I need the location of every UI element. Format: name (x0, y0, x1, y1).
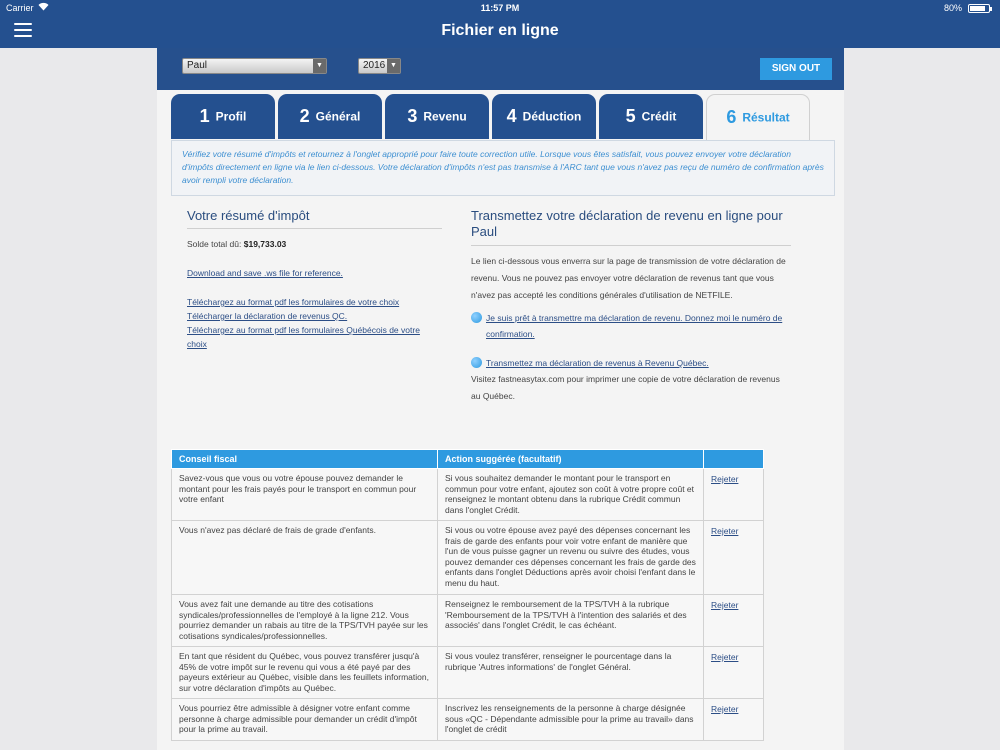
tab-label: Général (315, 109, 361, 124)
tab-label: Profil (215, 109, 247, 124)
download-pdf-forms-link[interactable]: Téléchargez au format pdf les formulaires de votre choix (187, 297, 400, 307)
transmit-intro: Le lien ci-dessous vous enverra sur la page de transmission de votre déclaration de revenu. Vous ne pouvez pas envoyer votre déclaration de revenus tant que vous n'avez pas accepté les conditions générales d'utilisation de NETFILE. (471, 256, 786, 300)
page-title: Fichier en ligne (441, 22, 559, 39)
person-select[interactable] (182, 58, 327, 74)
tax-advice-table (171, 449, 763, 741)
reject-link[interactable]: Rejeter (711, 704, 739, 714)
app-header (0, 0, 1000, 48)
tab-label: Déduction (522, 109, 582, 124)
tab-number: 2 (299, 106, 310, 127)
reject-link[interactable]: Rejeter (711, 474, 739, 484)
reject-link[interactable]: Rejeter (711, 652, 739, 662)
reject-link[interactable]: Rejeter (711, 526, 739, 536)
tab-revenu[interactable] (385, 94, 489, 139)
action-cell: Si vous voulez transférer, renseigner le pourcentage dans la rubrique 'Autres informations' de l'onglet Général. (438, 647, 704, 699)
chevron-down-icon: ▼ (313, 59, 326, 73)
main-content (157, 48, 844, 750)
person-select-value: Paul (187, 60, 208, 71)
summary-heading: Votre résumé d'impôt (187, 208, 442, 229)
chevron-down-icon: ▼ (387, 59, 400, 73)
balance-value: $19,733.03 (243, 239, 287, 249)
reject-link[interactable]: Rejeter (711, 600, 739, 610)
action-cell: Renseignez le remboursement de la TPS/TVH à la rubrique 'Remboursement de la TPS/TVH à l'intention des salariés et des associés' dans l'onglet Crédit, le cas échéant. (438, 595, 704, 647)
tip-cell: Vous pourriez être admissible à désigner votre enfant comme personne à charge admissible pour demander un crédit d'impôt pour la prime au travail. (172, 699, 438, 741)
download-qc-pdf-forms-link[interactable]: Téléchargez au format pdf les formulaires Québécois de votre choix (187, 325, 420, 349)
table-row (172, 595, 764, 647)
selector-bar (157, 48, 844, 90)
info-notice: Vérifiez votre résumé d'impôts et retournez à l'onglet approprié pour faire toute correction utile. Lorsque vous êtes satisfait, vous pouvez envoyer votre déclaration d'impôts directement en ligne via le lien ci-dessous. Votre déclaration d'impôts n'est pas transmise à l'ARC tant que vous n'avez pas reçu de numéro de confirmation après avoir rempli votre déclaration. (171, 140, 835, 196)
transmit-panel (471, 208, 791, 405)
tax-summary-panel (187, 208, 442, 351)
tab-label: Revenu (423, 109, 467, 124)
status-bar (0, 0, 1000, 16)
table-row (172, 647, 764, 699)
tab-credit[interactable] (599, 94, 703, 139)
download-qc-return-link[interactable]: Télécharger la déclaration de revenus QC. (187, 311, 348, 321)
carrier-label: Carrier (6, 3, 34, 13)
tab-general[interactable] (278, 94, 382, 139)
tab-label: Crédit (641, 109, 677, 124)
table-row (172, 521, 764, 595)
tab-number: 5 (625, 106, 636, 127)
column-header: Conseil fiscal (172, 450, 438, 469)
action-cell: Inscrivez les renseignements de la personne à charge désignée sous «QC - Dépendante admissible pour la prime au travail» dans l'onglet de crédit (438, 699, 704, 741)
radio-bullet-icon (471, 357, 482, 368)
balance-label: Solde total dû: (187, 239, 242, 249)
table-row (172, 469, 764, 521)
balance-due (187, 239, 442, 249)
tab-label: Résultat (742, 110, 790, 125)
year-select-value: 2016 (363, 60, 386, 71)
radio-bullet-icon (471, 312, 482, 323)
tab-number: 4 (506, 106, 517, 127)
clock: 11:57 PM (480, 3, 520, 13)
netfile-transmit-link[interactable]: Je suis prêt à transmettre ma déclaration de revenu. Donnez moi le numéro de confirmation. (486, 313, 783, 339)
tip-cell: Vous n'avez pas déclaré de frais de grade d'enfants. (172, 521, 438, 595)
tab-profil[interactable] (171, 94, 275, 139)
tab-resultat[interactable] (706, 94, 810, 140)
table-header-row (172, 450, 764, 469)
table-row (172, 699, 764, 741)
transmit-heading: Transmettez votre déclaration de revenu en ligne pour Paul (471, 208, 791, 246)
visit-note: Visitez fastneasytax.com pour imprimer une copie de votre déclaration de revenus au Québec. (471, 374, 780, 401)
action-cell: Si vous ou votre épouse avez payé des dépenses concernant les frais de garde des enfants pour voir votre enfant de manière que l'un de vous puisse gagner un revenu ou suivre des études, vous pouvez demander ces dépenses concernant les frais de garde des enfants dans l'onglet Déductions après avoir choisi l'enfant dans le menu du haut. (438, 521, 704, 595)
tab-number: 6 (726, 107, 737, 128)
sign-out-button[interactable]: SIGN OUT (760, 58, 832, 80)
tab-deduction[interactable] (492, 94, 596, 139)
revenu-quebec-transmit-link[interactable]: Transmettez ma déclaration de revenus à Revenu Québec. (486, 358, 709, 368)
column-header (704, 450, 764, 469)
year-select[interactable] (358, 58, 401, 74)
battery-icon (968, 4, 990, 13)
revenu-quebec-option (471, 355, 791, 371)
tip-cell: Savez-vous que vous ou votre épouse pouvez demander le montant pour les frais payés pour le transport en commun pour votre enfant (172, 469, 438, 521)
tab-number: 1 (199, 106, 210, 127)
tip-cell: Vous avez fait une demande au titre des cotisations syndicales/professionnelles de l'employé à la ligne 212. Vous pourriez demander un rabais au titre de la TPS/TVH payée sur les cotisations syndicales/professionnelles. (172, 595, 438, 647)
column-header: Action suggérée (facultatif) (438, 450, 704, 469)
download-ws-link[interactable]: Download and save .ws file for reference. (187, 268, 343, 278)
battery-percent: 80% (943, 3, 962, 13)
action-cell: Si vous souhaitez demander le montant pour le transport en commun pour votre enfant, ajoutez son coût à votre propre coût et renseignez le montant obtenu dans la rubrique Crédit commun dans l'onglet Crédit. (438, 469, 704, 521)
tab-number: 3 (407, 106, 418, 127)
netfile-option (471, 310, 791, 342)
tip-cell: En tant que résident du Québec, vous pouvez transférer jusqu'à 45% de votre impôt sur le revenu qui vous a été payé par des payeurs extérieur au Québec, visible dans les feuillets information, sur votre déclaration d'impôts au Québec. (172, 647, 438, 699)
